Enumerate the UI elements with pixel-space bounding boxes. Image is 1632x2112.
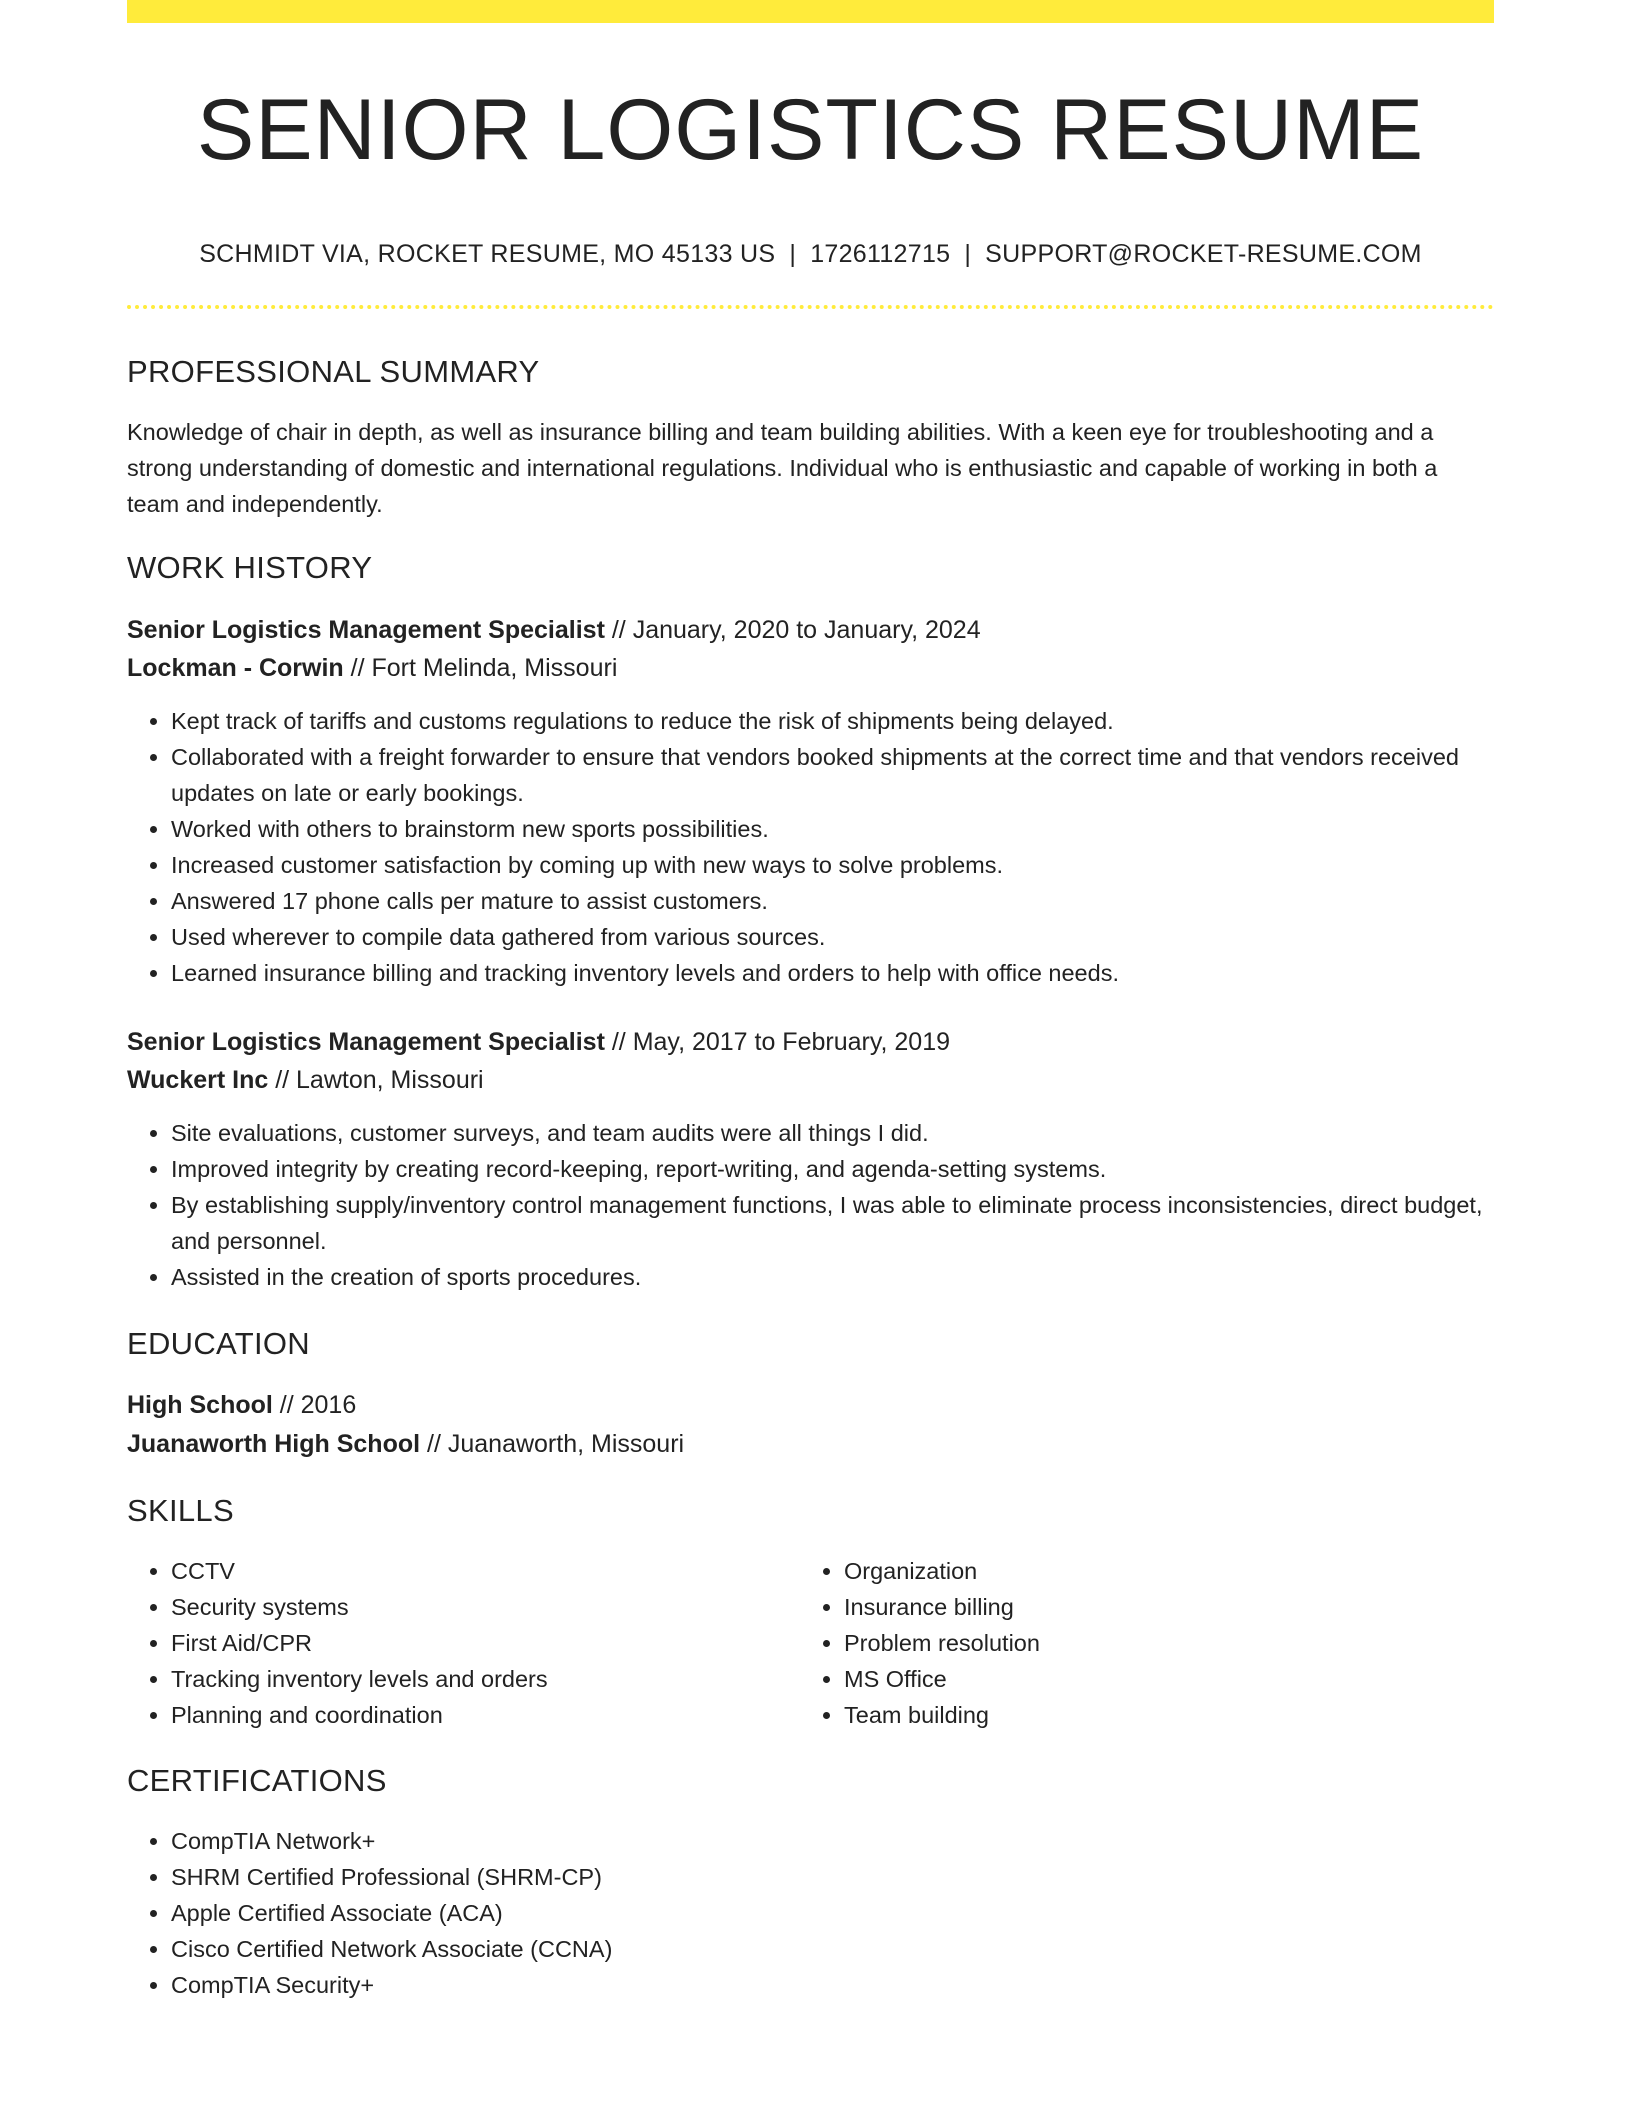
job-1-title-line: [127, 611, 981, 649]
list-item: • Tracking inventory levels and orders: [171, 1661, 1494, 1697]
list-item: • SHRM Certified Professional (SHRM-CP): [171, 1859, 1494, 1895]
job-1-dates: // January, 2020 to January, 2024: [604, 616, 981, 644]
job-2-dates: // May, 2017 to February, 2019: [604, 1028, 950, 1056]
certifications-heading: CERTIFICATIONS: [127, 1763, 387, 1798]
list-item: • By establishing supply/inventory control management functions, I was able to eliminate process inconsistencies, direct budget, and personnel.: [171, 1187, 1494, 1259]
resume-title: SENIOR LOGISTICS RESUME: [196, 82, 1425, 178]
accent-top-bar: [127, 0, 1494, 23]
job-1-bullets: [127, 703, 1494, 991]
list-item: • CompTIA Security+: [171, 1967, 1494, 2003]
list-item: • Problem resolution: [844, 1625, 1632, 1661]
summary-heading: PROFESSIONAL SUMMARY: [127, 354, 540, 389]
summary-text: Knowledge of chair in depth, as well as insurance billing and team building abilities. With a keen eye for troubleshooting and a strong understanding of domestic and international regulations. Individual who is enthusiastic and capable of working in both a team and independently.: [127, 419, 1438, 517]
list-item: • Team building: [844, 1697, 1632, 1733]
education-degree: High School: [127, 1391, 273, 1419]
job-2-company-line: [127, 1061, 484, 1099]
list-item: • Organization: [844, 1553, 1632, 1589]
list-item: • Security systems: [171, 1589, 1494, 1625]
contact-separator: |: [964, 240, 972, 268]
education-degree-line: [127, 1386, 356, 1424]
job-2-location: // Lawton, Missouri: [268, 1066, 484, 1094]
list-item: • Cisco Certified Network Associate (CCNA): [171, 1931, 1494, 1967]
list-item: • Assisted in the creation of sports procedures.: [171, 1259, 1494, 1295]
job-1-company-line: [127, 649, 617, 687]
list-item: • Insurance billing: [844, 1589, 1632, 1625]
list-item: • Learned insurance billing and tracking inventory levels and orders to help with office needs.: [171, 955, 1494, 991]
job-1-company: Lockman - Corwin: [127, 654, 344, 682]
list-item: • Apple Certified Associate (ACA): [171, 1895, 1494, 1931]
list-item: • Planning and coordination: [171, 1697, 1494, 1733]
education-school: Juanaworth High School: [127, 1430, 421, 1458]
skills-heading: SKILLS: [127, 1493, 234, 1528]
list-item: • First Aid/CPR: [171, 1625, 1494, 1661]
skills-list-right: [800, 1553, 1632, 1733]
certifications-list: [127, 1823, 1494, 2003]
list-item: • CompTIA Network+: [171, 1823, 1494, 1859]
list-item: • MS Office: [844, 1661, 1632, 1697]
list-item: • Answered 17 phone calls per mature to assist customers.: [171, 883, 1494, 919]
dotted-divider: [127, 305, 1494, 309]
list-item: • Increased customer satisfaction by coming up with new ways to solve problems.: [171, 847, 1494, 883]
contact-separator: |: [789, 240, 797, 268]
job-2-role: Senior Logistics Management Specialist: [127, 1028, 605, 1056]
job-2-company: Wuckert Inc: [127, 1066, 269, 1094]
job-1-location: // Fort Melinda, Missouri: [343, 654, 618, 682]
list-item: • Kept track of tariffs and customs regulations to reduce the risk of shipments being delayed.: [171, 703, 1494, 739]
contact-address: SCHMIDT VIA, ROCKET RESUME, MO 45133 US: [199, 240, 776, 268]
contact-phone: 1726112715: [810, 240, 951, 268]
work-history-heading: WORK HISTORY: [127, 550, 373, 585]
education-location: // Juanaworth, Missouri: [420, 1430, 685, 1458]
job-2-bullets: [127, 1115, 1494, 1295]
education-year: // 2016: [272, 1391, 357, 1419]
list-item: • Used wherever to compile data gathered from various sources.: [171, 919, 1494, 955]
list-item: • Site evaluations, customer surveys, and team audits were all things I did.: [171, 1115, 1494, 1151]
list-item: • Worked with others to brainstorm new sports possibilities.: [171, 811, 1494, 847]
education-school-line: [127, 1425, 684, 1463]
job-1-role: Senior Logistics Management Specialist: [127, 616, 605, 644]
list-item: • CCTV: [171, 1553, 1494, 1589]
contact-email: SUPPORT@ROCKET-RESUME.COM: [985, 240, 1422, 268]
education-heading: EDUCATION: [127, 1326, 310, 1361]
job-2-title-line: [127, 1023, 950, 1061]
list-item: • Collaborated with a freight forwarder to ensure that vendors booked shipments at the correct time and that vendors received updates on late or early bookings.: [171, 739, 1494, 811]
contact-line: [127, 234, 1494, 274]
list-item: • Improved integrity by creating record-keeping, report-writing, and agenda-setting systems.: [171, 1151, 1494, 1187]
